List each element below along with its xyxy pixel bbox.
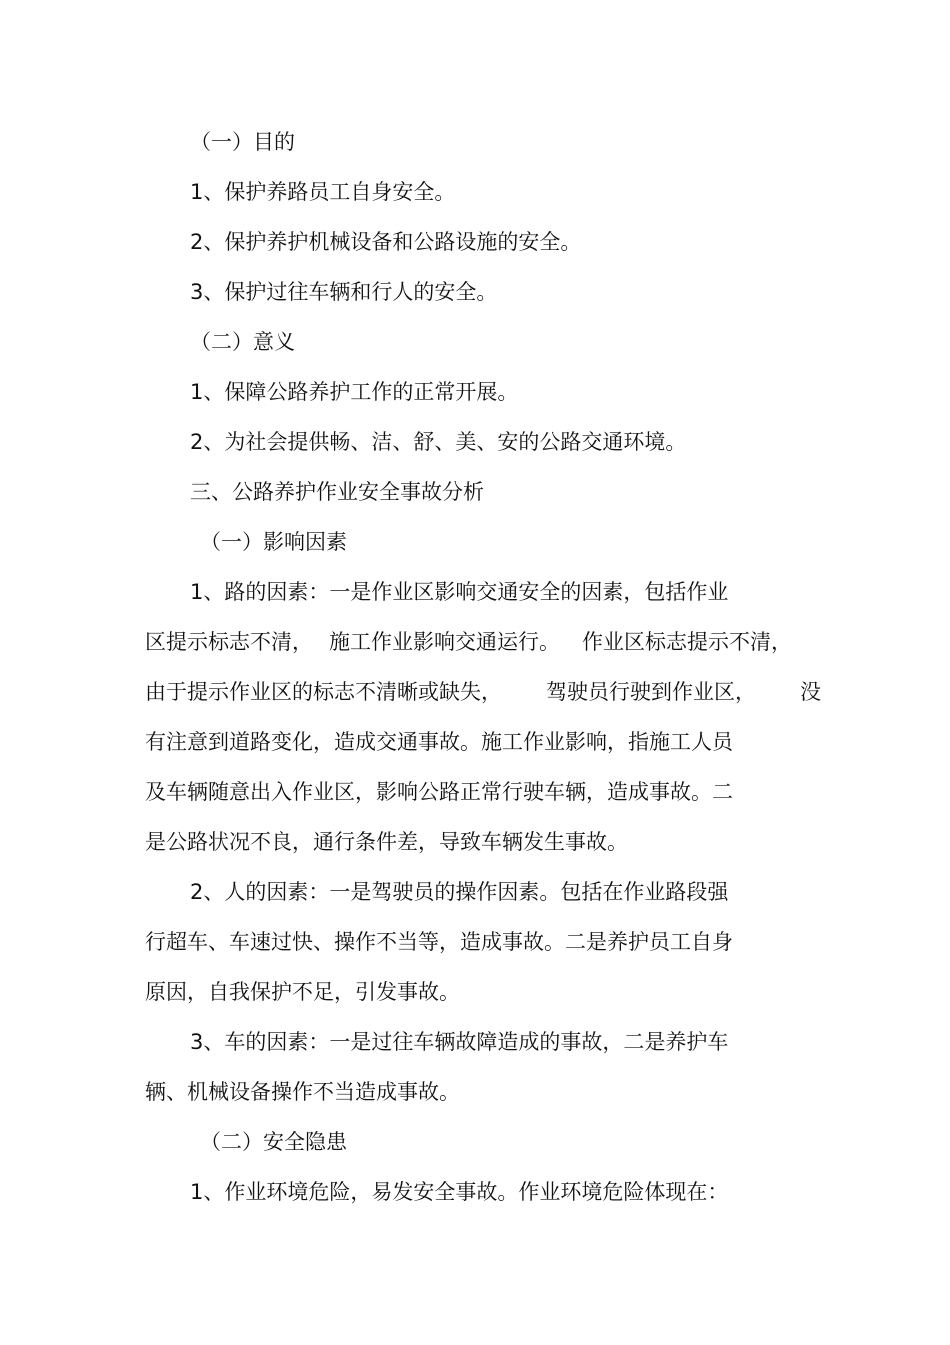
text-segment: 驾驶员行驶到作业区， xyxy=(546,680,756,704)
section-heading-factors: （一）影响因素 xyxy=(200,530,347,554)
text-segment: 区提示标志不清， xyxy=(145,630,313,654)
text-segment: 没 xyxy=(800,680,821,704)
paragraph-line: 2、人的因素：一是驾驶员的操作因素。包括在作业路段强 xyxy=(190,880,729,904)
text-segment: 作业区标志提示不清， xyxy=(582,630,792,654)
text-segment: 施工作业影响交通运行。 xyxy=(329,630,560,654)
section-heading-purpose: （一）目的 xyxy=(190,130,295,154)
text-segment: 由于提示作业区的标志不清晰或缺失， xyxy=(145,680,502,704)
list-item: 1、保障公路养护工作的正常开展。 xyxy=(190,380,519,404)
paragraph-line xyxy=(145,628,792,656)
paragraph-line: 及车辆随意出入作业区，影响公路正常行驶车辆，造成事故。二 xyxy=(145,780,733,804)
list-item: 1、保护养路员工自身安全。 xyxy=(190,180,456,204)
paragraph-line: 3、车的因素：一是过往车辆故障造成的事故，二是养护车 xyxy=(190,1030,729,1054)
paragraph-line: 是公路状况不良，通行条件差，导致车辆发生事故。 xyxy=(145,830,628,854)
paragraph-line: 原因，自我保护不足，引发事故。 xyxy=(145,980,460,1004)
paragraph-line: 1、作业环境危险，易发安全事故。作业环境危险体现在： xyxy=(190,1180,729,1204)
paragraph-line: 有注意到道路变化，造成交通事故。施工作业影响，指施工人员 xyxy=(145,730,733,754)
section-heading-hazards: （二）安全隐患 xyxy=(200,1130,347,1154)
list-item: 3、保护过往车辆和行人的安全。 xyxy=(190,280,498,304)
paragraph-line: 辆、机械设备操作不当造成事故。 xyxy=(145,1080,460,1104)
paragraph-line: 1、路的因素：一是作业区影响交通安全的因素，包括作业 xyxy=(190,580,729,604)
section-heading-significance: （二）意义 xyxy=(190,330,295,354)
chapter-heading: 三、公路养护作业安全事故分析 xyxy=(190,480,484,504)
paragraph-line: 行超车、车速过快、操作不当等，造成事故。二是养护员工自身 xyxy=(145,930,733,954)
paragraph-line xyxy=(145,678,821,706)
list-item: 2、保护养护机械设备和公路设施的安全。 xyxy=(190,230,582,254)
list-item: 2、为社会提供畅、洁、舒、美、安的公路交通环境。 xyxy=(190,430,687,454)
